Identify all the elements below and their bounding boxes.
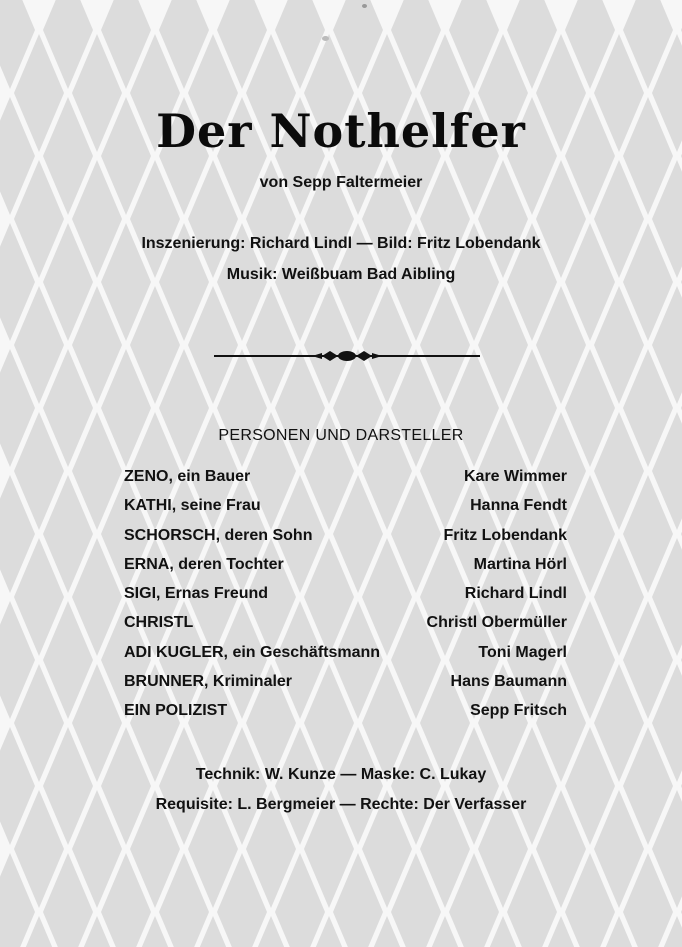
music-credits: Musik: Weißbuam Bad Aibling <box>226 266 456 283</box>
actor-name: Kare Wimmer <box>463 468 567 485</box>
cast-row <box>124 467 567 496</box>
direction-credits: Inszenierung: Richard Lindl — Bild: Fritz Lobendank <box>141 235 541 252</box>
actor-name: Fritz Lobendank <box>443 526 567 544</box>
rights-credits: Requisite: L. Bergmeier — Rechte: Der Verfasser <box>155 796 527 813</box>
cast-row <box>124 613 567 642</box>
author-line: von Sepp Faltermeier <box>259 174 423 191</box>
role-name: CHRISTL <box>124 614 194 632</box>
role-name: EIN POLIZIST <box>124 702 228 720</box>
play-title: Der Nothelfer <box>156 104 526 158</box>
cast-row <box>124 526 567 555</box>
role-name: SIGI, Ernas Freund <box>124 585 269 603</box>
cast-heading: PERSONEN UND DARSTELLER <box>218 427 464 444</box>
role-name: ERNA, deren Tochter <box>124 555 284 573</box>
actor-name: Hans Baumann <box>450 673 567 691</box>
cast-row <box>124 555 567 584</box>
cast-row <box>124 701 567 730</box>
cast-row <box>124 496 567 525</box>
technical-credits: Technik: W. Kunze — Maske: C. Lukay <box>195 766 487 783</box>
role-name: KATHI, seine Frau <box>124 497 261 515</box>
role-name: SCHORSCH, deren Sohn <box>124 526 313 544</box>
actor-name: Hanna Fendt <box>470 497 567 515</box>
actor-name: Richard Lindl <box>464 585 567 603</box>
actor-name: Christl Obermüller <box>426 614 567 632</box>
role-name: BRUNNER, Kriminaler <box>124 673 293 691</box>
role-name: ZENO, ein Bauer <box>124 468 251 485</box>
actor-name: Martina Hörl <box>473 555 567 573</box>
actor-name: Sepp Fritsch <box>470 702 567 720</box>
cast-list <box>124 467 567 731</box>
cast-row <box>124 584 567 613</box>
actor-name: Toni Magerl <box>478 643 567 661</box>
cast-row <box>124 672 567 701</box>
decorative-divider-icon <box>214 346 480 366</box>
cast-row <box>124 643 567 672</box>
role-name: ADI KUGLER, ein Geschäftsmann <box>124 643 381 661</box>
